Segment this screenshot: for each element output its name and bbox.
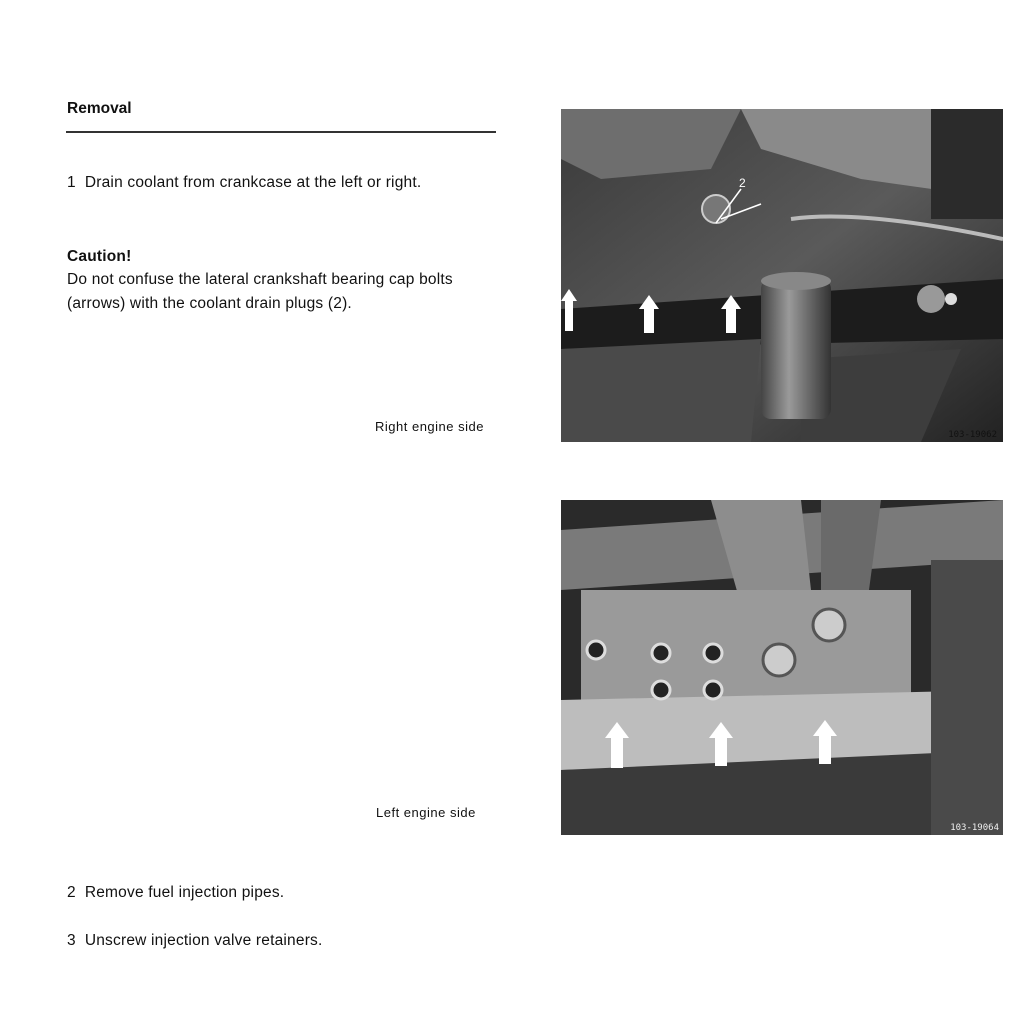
step-2-number: 2	[67, 884, 76, 901]
figure-1-code: 103-19062	[948, 430, 997, 440]
figure-1-caption: Right engine side	[375, 419, 484, 434]
step-1-text: Drain coolant from crankcase at the left or right.	[84, 174, 422, 191]
callout-2-label: 2	[739, 176, 746, 190]
figure-1-photo	[561, 109, 1003, 442]
heading-divider	[66, 131, 496, 133]
figure-2-code: 103-19064	[950, 823, 999, 833]
step-2-text: Remove fuel injection pipes.	[84, 884, 285, 901]
arrow-icon	[709, 722, 733, 766]
step-3	[67, 929, 323, 953]
step-2	[67, 881, 284, 905]
step-1-number: 1	[67, 174, 76, 191]
arrow-icon	[813, 720, 837, 764]
step-3-text: Unscrew injection valve retainers.	[84, 932, 323, 949]
caution-body: Do not confuse the lateral crankshaft bearing cap bolts (arrows) with the coolant drain plugs (2).	[67, 271, 453, 312]
step-1	[67, 171, 487, 195]
arrow-icon	[561, 289, 577, 331]
step-3-number: 3	[67, 932, 76, 949]
arrow-icon	[605, 722, 629, 768]
caution-title: Caution!	[67, 248, 132, 265]
arrow-icon	[721, 295, 741, 333]
arrow-icon	[639, 295, 659, 333]
figure-2-photo	[561, 500, 1003, 835]
section-heading: Removal	[67, 100, 132, 117]
figure-2-caption: Left engine side	[376, 805, 476, 820]
